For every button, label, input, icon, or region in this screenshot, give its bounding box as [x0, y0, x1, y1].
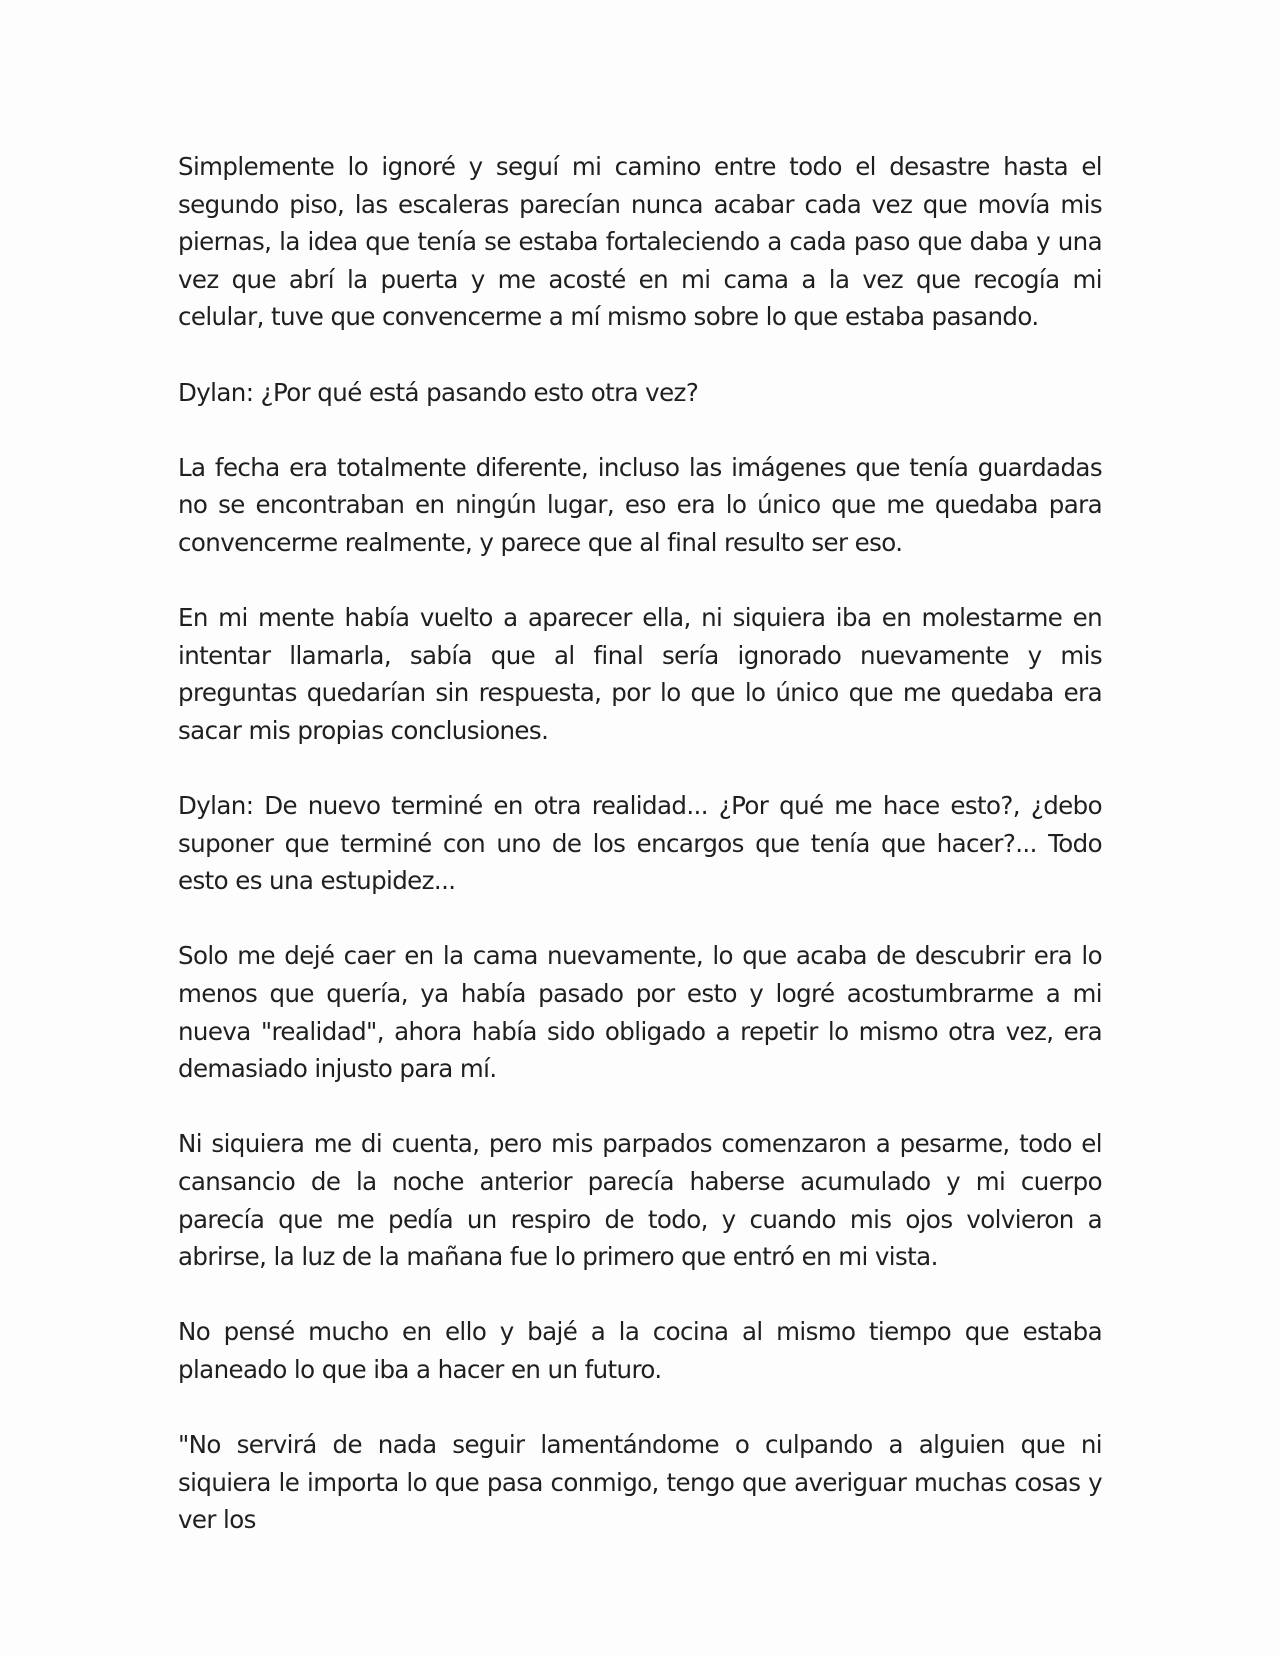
paragraph: Simplemente lo ignoré y seguí mi camino entre todo el desastre hasta el segundo piso, las escaleras parecían nunca acabar cada vez que movía mis piernas, la idea que tenía se estaba fortaleciendo a cada paso que daba y una vez que abrí la puerta y me acosté en mi cama a la vez que recogía mi celular, tuve que convencerme a mí mismo sobre lo que estaba pasando. — [178, 152, 1102, 332]
paragraph: Dylan: De nuevo terminé en otra realidad... ¿Por qué me hace esto?, ¿debo suponer que terminé con uno de los encargos que tenía que hacer?... Todo esto es una estupidez... — [178, 791, 1102, 896]
paragraph: No pensé mucho en ello y bajé a la cocina al mismo tiempo que estaba planeado lo que iba a hacer en un futuro. — [178, 1317, 1102, 1384]
document-page — [178, 148, 1102, 1577]
paragraph: Ni siquiera me di cuenta, pero mis parpados comenzaron a pesarme, todo el cansancio de la noche anterior parecía haberse acumulado y mi cuerpo parecía que me pedía un respiro de todo, y cuando mis ojos volvieron a abrirse, la luz de la mañana fue lo primero que entró en mi vista. — [178, 1129, 1102, 1272]
paragraph: "No servirá de nada seguir lamentándome o culpando a alguien que ni siquiera le importa lo que pasa conmigo, tengo que averiguar muchas cosas y ver los — [178, 1430, 1102, 1535]
paragraph: En mi mente había vuelto a aparecer ella, ni siquiera iba en molestarme en intentar llamarla, sabía que al final sería ignorado nuevamente y mis preguntas quedarían sin respuesta, por lo que lo único que me quedaba era sacar mis propias conclusiones. — [178, 603, 1102, 745]
paragraph: Dylan: ¿Por qué está pasando esto otra vez? — [178, 377, 699, 407]
paragraph: La fecha era totalmente diferente, incluso las imágenes que tenía guardadas no se encontraban en ningún lugar, eso era lo único que me quedaba para convencerme realmente, y parece que al final resulto ser eso. — [178, 452, 1102, 557]
paragraph: Solo me dejé caer en la cama nuevamente, lo que acaba de descubrir era lo menos que quería, ya había pasado por esto y logré acostumbrarme a mi nueva "realidad", ahora había sido obligado a repetir lo mismo otra vez, era demasiado injusto para mí. — [178, 941, 1102, 1084]
